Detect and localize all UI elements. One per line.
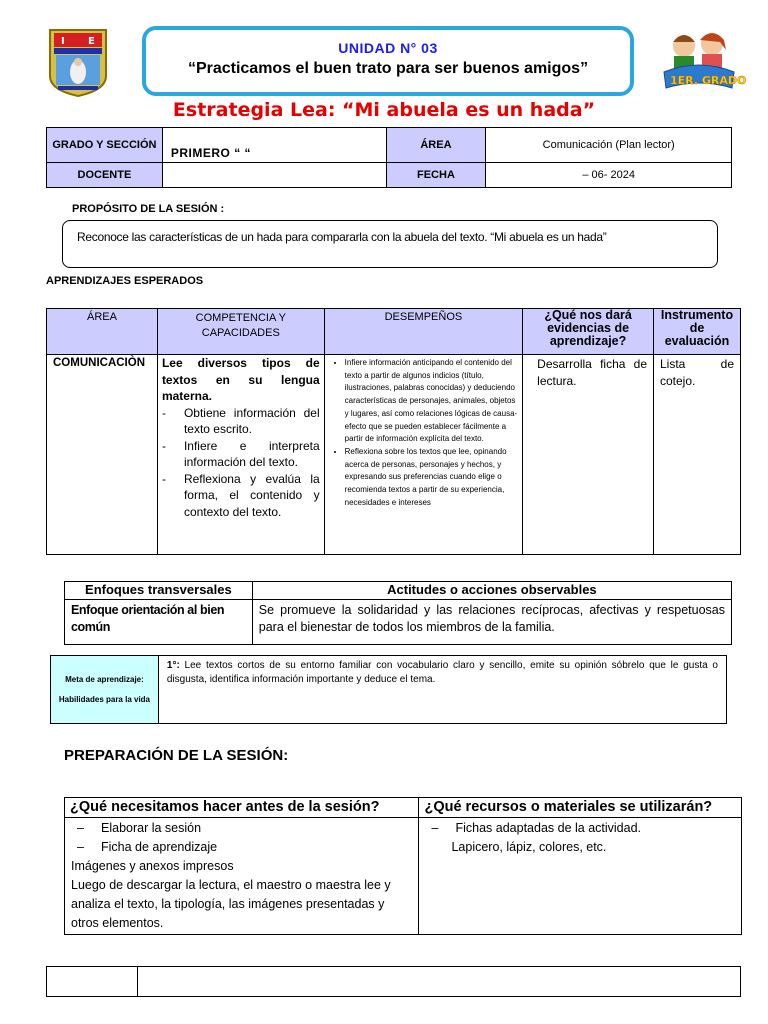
desempeno-item: • Infiere información anticipando el contenido del texto a partir de algunos indicios (título, ilustraciones, palabras conocidas) y deduciendo características de personajes, animales, objetos y lugares, así como relaciones lógicas de causa-efecto que se pueden establecer fácilmente a partir de información explícita del texto. [345,357,519,446]
antes-item: – Elaborar la sesión [77,821,202,835]
grado-label: GRADO Y SECCIÓN [47,128,163,163]
strategy-title: Estrategia Lea: “Mi abuela es un hada” [172,99,596,121]
recursos-item: – Fichas adaptadas de la actividad. [431,821,642,835]
competencia-cell [157,355,324,555]
unit-banner [142,26,634,96]
info-table [46,127,732,188]
fecha-value: – 06- 2024 [486,163,732,188]
meta-grade: 1°: [166,660,180,671]
evidencia-cell: Desarrolla ficha de lectura. [523,355,654,555]
bottom-cell [137,967,740,997]
capacidad-item: - Obtiene información del texto escrito. [184,405,320,438]
competencia-text: Lee diversos tipos de textos en su lengua materna. [161,356,320,403]
header-competencia: COMPETENCIA Y CAPACIDADES [157,309,324,355]
aprendizajes-table [46,308,741,555]
preparacion-title: PREPARACIÓN DE LA SESIÓN: [64,747,289,764]
grade-badge [660,28,747,98]
preparacion-table [64,797,742,935]
enfoques-header: Enfoques transversales [65,582,253,600]
desempenos-cell [324,355,523,555]
antes-header: ¿Qué necesitamos hacer antes de la sesión? [65,798,419,818]
antes-cell [65,818,419,935]
docente-value [162,163,386,188]
antes-item: – Ficha de aprendizaje [77,840,218,854]
bottom-table [46,966,741,997]
header-evidencia: ¿Qué nos dará evidencias de aprendizaje? [523,309,654,355]
meta-text-cell [158,656,726,724]
actitud-cell: Se promueve la solidaridad y las relaciones recíprocas, afectivas y respetuosas para el bienestar de todos los miembros de la familia. [252,600,731,645]
meta-label-cell [51,656,159,724]
proposito-text: Reconoce las características de un hada para compararla con la abuela del texto. “Mi abuela es un hada” [77,230,607,244]
meta-label: Meta de aprendizaje: [65,675,144,684]
grado-value: PRIMERO “ “ [162,128,386,163]
header-desempenos: DESEMPEÑOS [324,309,523,355]
actitudes-header: Actitudes o acciones observables [252,582,731,600]
docente-label: DOCENTE [47,163,163,188]
grade-badge-text: 1ER. GRADO [670,74,747,87]
recursos-cell [419,818,742,935]
instrumento-cell: Lista de cotejo. [654,355,741,555]
svg-text:E: E [88,36,95,47]
desempeno-item: • Reflexiona sobre los textos que lee, opinando acerca de personas, personajes y hechos, y expresando sus preferencias cuando elige o recomienda textos a partir de su experiencia, necesidades e intereses [345,446,519,510]
enfoque-cell: Enfoque orientación al bien común [65,600,253,645]
antes-text: Luego de descargar la lectura, el maestro o maestra lee y analiza el texto, la tipología, las imágenes presentadas y otros elementos. [71,878,391,930]
area-label: ÁREA [386,128,486,163]
area-cell: COMUNICACIÒN [47,355,158,555]
unit-title: UNIDAD N° 03 [338,40,438,56]
bottom-cell [47,967,138,997]
proposito-box [62,220,718,268]
svg-text:I: I [61,36,65,47]
school-logo [48,28,108,98]
antes-text: Imágenes y anexos impresos [71,859,234,873]
capacidad-item: - Reflexiona y evalúa la forma, el contenido y contexto del texto. [184,471,320,521]
header-instrumento: Instrumento de evaluación [654,309,741,355]
recursos-header: ¿Qué recursos o materiales se utilizarán? [419,798,742,818]
fecha-label: FECHA [386,163,486,188]
habilidades-label: Habilidades para la vida [58,695,151,704]
unit-theme: “Practicamos el buen trato para ser buenos amigos” [187,60,589,77]
meta-text: Lee textos cortos de su entorno familiar con vocabulario claro y sencillo, emite su opinión sóbrelo que le gusta o disgusta, identifica información importante y deduce el tema. [166,660,718,685]
capacidad-item: - Infiere e interpreta información del texto. [184,438,320,471]
meta-table [50,655,727,724]
header-area: ÁREA [47,309,158,355]
area-value: Comunicación (Plan lector) [486,128,732,163]
proposito-title: PROPÓSITO DE LA SESIÓN : [72,203,225,215]
aprendizajes-title: APRENDIZAJES ESPERADOS [46,275,204,287]
enfoques-table [64,581,732,645]
recursos-text: Lapicero, lápiz, colores, etc. [451,840,607,854]
